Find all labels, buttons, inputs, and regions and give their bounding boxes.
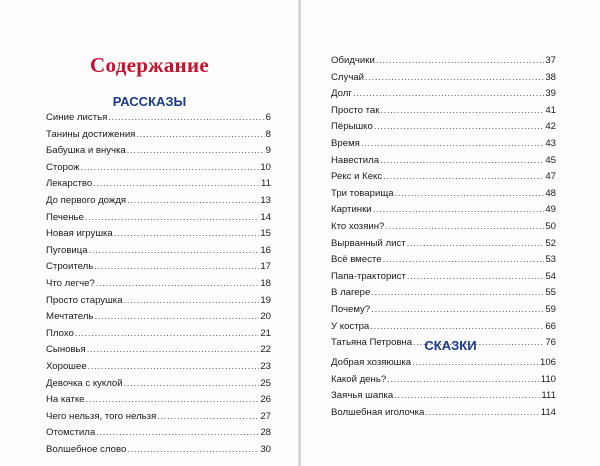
toc-entry-page: 37 (545, 55, 556, 66)
toc-entry-page: 25 (260, 377, 271, 389)
toc-entry-title: Печенье (46, 211, 84, 223)
toc-entry-title: Мечтатель (46, 311, 94, 323)
toc-leader-dots (394, 388, 540, 405)
toc-entry-page: 47 (545, 171, 556, 183)
toc-entry-title: Случай (331, 71, 365, 83)
toc-leader-dots (127, 143, 265, 160)
toc-entry-page: 15 (260, 228, 271, 240)
toc-leader-dots (81, 160, 260, 177)
toc-entry (331, 252, 556, 269)
toc-entry (331, 388, 556, 405)
toc-entry-title: Синие листья (46, 112, 108, 123)
toc-entry-title: У костра (331, 320, 370, 332)
toc-entry-title: Вырванный лист (331, 237, 406, 249)
toc-entry-title: Что легче? (46, 277, 95, 289)
toc-entry-title: Картинки (331, 204, 372, 216)
toc-entry (46, 193, 271, 210)
toc-list-stories-continued (331, 53, 556, 352)
toc-leader-dots (96, 276, 260, 293)
toc-entry (331, 236, 556, 253)
toc-entry (46, 210, 271, 227)
toc-entry-page: 54 (545, 270, 556, 282)
toc-entry (46, 442, 271, 459)
toc-entry-title: Хорошее (46, 360, 87, 372)
toc-entry-title: До первого дождя (46, 194, 127, 206)
toc-entry (46, 309, 271, 326)
toc-entry-page: 27 (260, 410, 271, 422)
toc-entry (331, 103, 556, 120)
toc-leader-dots (385, 219, 544, 236)
toc-entry-page: 26 (260, 394, 271, 406)
toc-entry (331, 153, 556, 170)
toc-entry-page: 111 (541, 390, 556, 402)
toc-entry (46, 425, 271, 442)
toc-entry (331, 372, 556, 389)
toc-entry-page: 11 (261, 178, 271, 190)
toc-leader-dots (383, 169, 544, 186)
toc-leader-dots (380, 103, 544, 120)
toc-entry-title: Сторож (46, 161, 80, 173)
toc-list-tales (331, 355, 556, 421)
toc-leader-dots (412, 355, 539, 372)
toc-entry (46, 176, 271, 193)
toc-entry-page: 13 (260, 194, 271, 206)
toc-entry-title: Волшебная иголочка (331, 406, 425, 418)
page-title: Содержание (90, 53, 209, 77)
toc-entry-page: 30 (260, 443, 271, 455)
toc-entry-title: Обидчики (331, 55, 375, 66)
toc-entry (331, 53, 556, 70)
toc-entry (46, 276, 271, 293)
toc-entry-page: 6 (265, 112, 271, 123)
toc-entry (46, 110, 271, 127)
toc-entry-title: Долг (331, 88, 352, 100)
toc-leader-dots (407, 236, 545, 253)
toc-leader-dots (108, 110, 264, 127)
toc-leader-dots (114, 226, 260, 243)
toc-entry-page: 45 (545, 154, 556, 166)
toc-leader-dots (373, 202, 545, 219)
toc-entry-page: 49 (545, 204, 556, 216)
toc-leader-dots (383, 252, 545, 269)
toc-entry (331, 319, 556, 336)
toc-leader-dots (361, 136, 544, 153)
toc-entry (331, 285, 556, 302)
toc-entry-title: Татьяна Петровна (331, 337, 413, 349)
toc-leader-dots (88, 359, 260, 376)
toc-leader-dots (136, 127, 264, 144)
toc-entry-page: 43 (545, 137, 556, 149)
toc-leader-dots (94, 309, 259, 326)
toc-entry-page: 110 (540, 373, 556, 385)
toc-leader-dots (395, 186, 545, 203)
toc-entry-page: 106 (539, 357, 556, 368)
toc-entry-page: 18 (260, 277, 271, 289)
toc-entry-page: 59 (545, 303, 556, 315)
toc-entry-title: Девочка с куклой (46, 377, 123, 389)
toc-leader-dots (86, 392, 260, 409)
toc-entry-title: Папа-тракторист (331, 270, 406, 282)
toc-leader-dots (124, 293, 260, 310)
toc-entry (46, 342, 271, 359)
toc-entry-title: Отомстила (46, 427, 96, 439)
toc-entry-title: Танины достижения (46, 128, 136, 140)
toc-entry-page: 50 (545, 220, 556, 232)
toc-entry-title: Навестила (331, 154, 380, 166)
toc-leader-dots (75, 326, 259, 343)
toc-entry (46, 376, 271, 393)
toc-entry (331, 302, 556, 319)
toc-entry-title: Плохо (46, 327, 74, 339)
toc-leader-dots (127, 193, 259, 210)
toc-entry (331, 119, 556, 136)
toc-leader-dots (371, 285, 544, 302)
toc-leader-dots (374, 119, 545, 136)
toc-leader-dots (407, 269, 544, 286)
toc-entry (46, 293, 271, 310)
toc-entry (331, 405, 556, 422)
toc-entry-page: 20 (260, 311, 271, 323)
toc-entry-title: Новая игрушка (46, 228, 113, 240)
toc-entry-title: Добрая хозяюшка (331, 357, 412, 368)
toc-entry-title: Три товарища (331, 187, 394, 199)
toc-entry-title: Пуговица (46, 244, 88, 256)
toc-entry-page: 38 (545, 71, 556, 83)
toc-entry-page: 16 (260, 244, 271, 256)
toc-leader-dots (124, 376, 260, 393)
toc-entry (46, 143, 271, 160)
toc-leader-dots (371, 302, 544, 319)
toc-entry-page: 19 (260, 294, 271, 306)
toc-entry-page: 42 (545, 121, 556, 133)
toc-entry-title: Бабушка и внучка (46, 145, 126, 157)
toc-leader-dots (157, 409, 259, 426)
toc-entry-title: Сыновья (46, 344, 86, 356)
toc-entry-title: Чего нельзя, того нельзя (46, 410, 157, 422)
toc-entry-page: 22 (260, 344, 271, 356)
toc-entry-title: В лагере (331, 287, 371, 299)
toc-leader-dots (94, 259, 259, 276)
toc-entry (331, 202, 556, 219)
toc-entry-page: 55 (545, 287, 556, 299)
toc-leader-dots (380, 153, 544, 170)
toc-entry-page: 21 (260, 327, 271, 339)
toc-entry-page: 114 (540, 406, 556, 418)
toc-entry-page: 23 (260, 360, 271, 372)
toc-leader-dots (93, 176, 260, 193)
toc-entry (46, 359, 271, 376)
toc-entry-page: 76 (545, 337, 556, 349)
toc-entry-page: 8 (265, 128, 271, 140)
toc-entry-page: 14 (260, 211, 271, 223)
toc-leader-dots (87, 342, 260, 359)
section-title-stories: РАССКАЗЫ (112, 94, 187, 109)
left-page (0, 0, 299, 466)
toc-entry (331, 70, 556, 87)
toc-entry-title: Лекарство (46, 178, 93, 190)
toc-leader-dots (85, 210, 259, 227)
toc-leader-dots (376, 53, 545, 70)
toc-entry (331, 86, 556, 103)
toc-entry (46, 409, 271, 426)
toc-entry-title: Просто так (331, 104, 380, 116)
toc-entry-page: 39 (545, 88, 556, 100)
toc-leader-dots (370, 319, 544, 336)
toc-entry-title: Кто хозяин? (331, 220, 385, 232)
toc-entry-page: 48 (545, 187, 556, 199)
toc-entry (331, 219, 556, 236)
toc-entry-page: 17 (260, 261, 271, 273)
toc-entry (46, 259, 271, 276)
toc-entry (331, 136, 556, 153)
toc-entry (331, 269, 556, 286)
toc-entry (46, 127, 271, 144)
toc-leader-dots (387, 372, 540, 389)
toc-entry-title: Время (331, 137, 360, 149)
toc-entry (46, 326, 271, 343)
right-page (301, 0, 600, 466)
toc-entry (46, 243, 271, 260)
toc-entry-title: Пёрышко (331, 121, 373, 133)
toc-entry-page: 9 (265, 145, 271, 157)
toc-entry-title: Какой день? (331, 373, 387, 385)
toc-leader-dots (96, 425, 259, 442)
toc-entry-title: Почему? (331, 303, 371, 315)
toc-entry-title: Строитель (46, 261, 94, 273)
toc-entry-title: На катке (46, 394, 85, 406)
toc-entry-title: Волшебное слово (46, 443, 127, 455)
toc-entry-page: 28 (260, 427, 271, 439)
toc-entry-page: 66 (545, 320, 556, 332)
toc-entry (46, 392, 271, 409)
toc-list-stories (46, 110, 271, 458)
toc-entry (46, 226, 271, 243)
toc-entry-title: Просто старушка (46, 294, 123, 306)
toc-entry-page: 52 (545, 237, 556, 249)
toc-entry-page: 53 (545, 254, 556, 266)
toc-entry (331, 169, 556, 186)
toc-entry (331, 355, 556, 372)
toc-entry-page: 10 (260, 161, 271, 173)
toc-leader-dots (89, 243, 260, 260)
toc-leader-dots (127, 442, 259, 459)
toc-leader-dots (425, 405, 539, 422)
toc-entry-page: 41 (545, 104, 556, 116)
section-title-tales: СКАЗКИ (424, 338, 477, 353)
toc-leader-dots (365, 70, 544, 87)
toc-entry-title: Всё вместе (331, 254, 382, 266)
toc-entry (331, 186, 556, 203)
toc-entry-title: Рекс и Кекс (331, 171, 383, 183)
toc-leader-dots (353, 86, 545, 103)
toc-entry (46, 160, 271, 177)
toc-entry-title: Заячья шапка (331, 390, 394, 402)
